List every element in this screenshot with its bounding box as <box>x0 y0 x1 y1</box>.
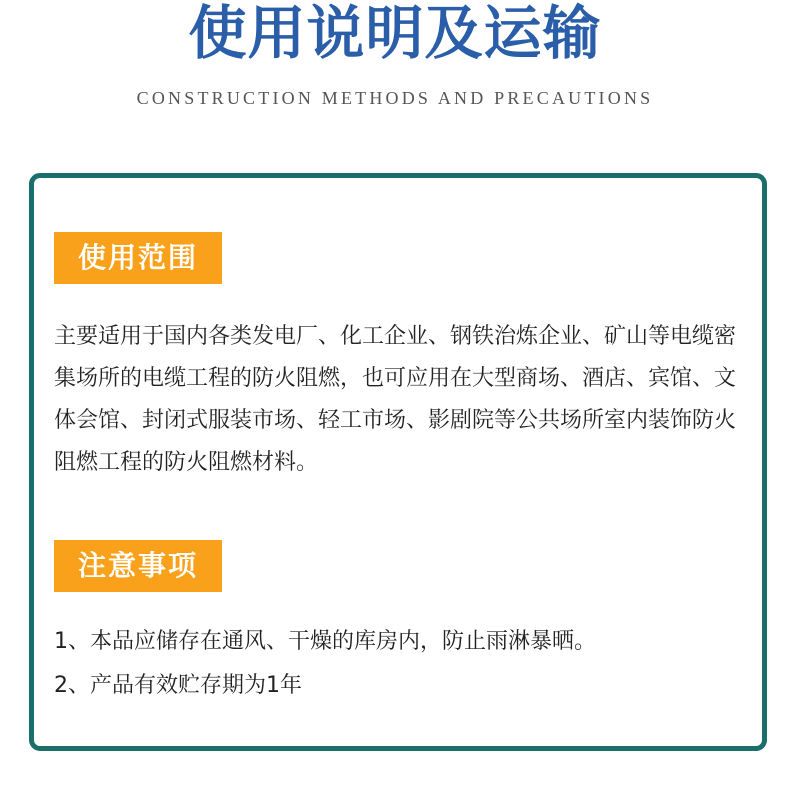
notice-item-storage: 1、本品应储存在通风、干燥的库房内，防止雨淋暴晒。 <box>54 629 596 654</box>
scope-description: 主要适用于国内各类发电厂、化工企业、钢铁治炼企业、矿山等电缆密集场所的电缆工程的防火阻燃，也可应用在大型商场、酒店、宾馆、文体会馆、封闭式服装市场、轻工市场、影剧院等公共场所室内装饰防火阻燃工程的防火阻燃材料。 <box>54 324 737 475</box>
page-subtitle: CONSTRUCTION METHODS AND PRECAUTIONS <box>136 88 654 108</box>
notice-list <box>54 620 754 708</box>
notice-heading-tag: 注意事项 <box>54 540 222 592</box>
notice-item-shelf-life: 2、产品有效贮存期为1年 <box>54 673 302 698</box>
scope-heading-tag: 使用范围 <box>54 232 222 284</box>
page-title: 使用说明及运输 <box>188 0 602 67</box>
